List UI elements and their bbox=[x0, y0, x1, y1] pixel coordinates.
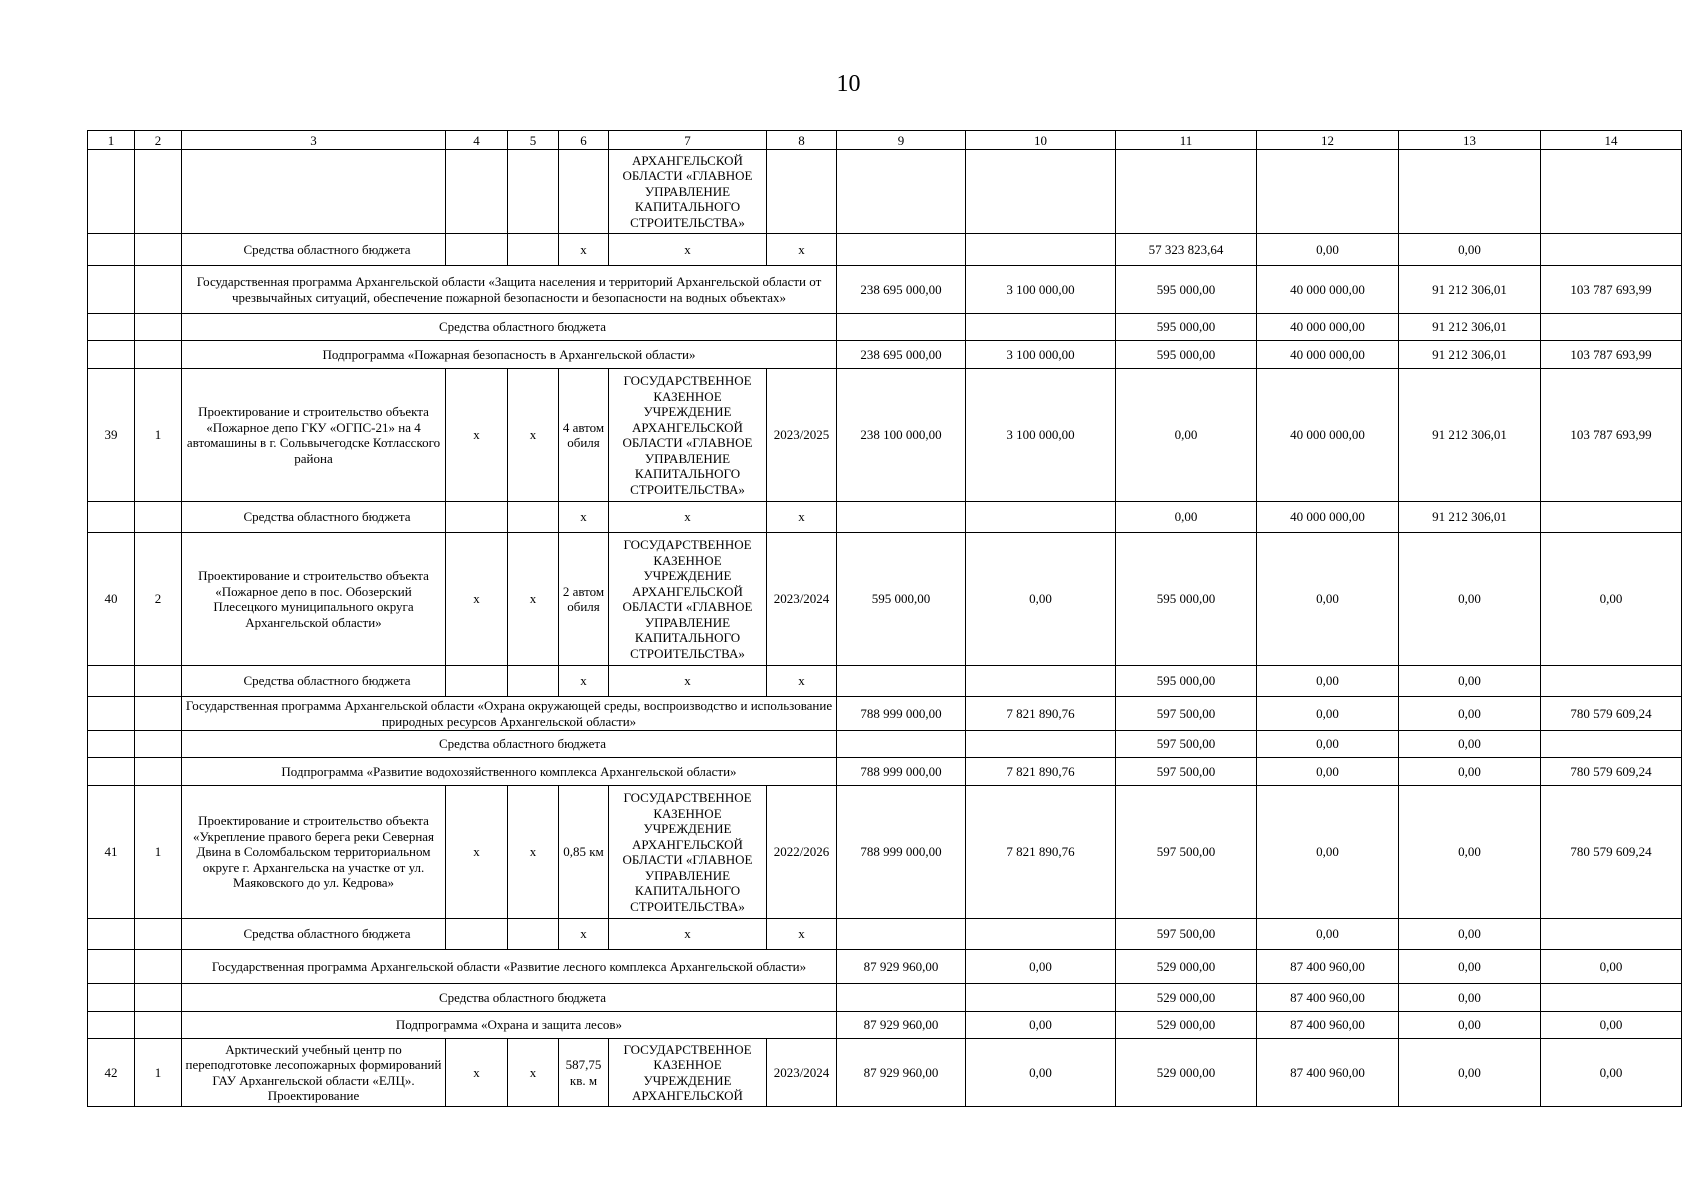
amount-cell: 0,00 bbox=[1541, 1039, 1682, 1107]
amount-cell: 0,00 bbox=[1399, 950, 1541, 984]
amount-cell: 0,00 bbox=[1541, 533, 1682, 666]
program-name: Государственная программа Архангельской области «Охрана окружающей среды, воспроизводство и использование природных ресурсов Архангельской области» bbox=[182, 697, 837, 731]
amount-cell: 0,00 bbox=[1399, 758, 1541, 786]
amount-cell: 40 000 000,00 bbox=[1257, 314, 1399, 341]
cell bbox=[1541, 150, 1682, 234]
amount-cell: 40 000 000,00 bbox=[1257, 369, 1399, 502]
amount-cell: 0,00 bbox=[966, 1039, 1116, 1107]
cell bbox=[88, 234, 135, 266]
row-number: 41 bbox=[88, 786, 135, 919]
subprogram-name: Подпрограмма «Развитие водохозяйственного комплекса Архангельской области» bbox=[182, 758, 837, 786]
item-number: 1 bbox=[135, 786, 182, 919]
funding-source-label: Средства областного бюджета bbox=[182, 919, 446, 950]
amount-cell: 0,00 bbox=[1257, 758, 1399, 786]
cell: х bbox=[559, 919, 609, 950]
cell bbox=[135, 266, 182, 314]
column-header: 8 bbox=[767, 131, 837, 150]
table-row bbox=[88, 786, 1682, 919]
cell bbox=[1399, 150, 1541, 234]
amount-cell: 103 787 693,99 bbox=[1541, 369, 1682, 502]
cell bbox=[135, 314, 182, 341]
table-row bbox=[88, 502, 1682, 533]
amount-cell: 57 323 823,64 bbox=[1116, 234, 1257, 266]
funding-source-label: Средства областного бюджета bbox=[182, 234, 446, 266]
table-row bbox=[88, 758, 1682, 786]
cell bbox=[88, 697, 135, 731]
cell bbox=[88, 666, 135, 697]
amount-cell: 103 787 693,99 bbox=[1541, 266, 1682, 314]
cell: х bbox=[446, 786, 508, 919]
amount-cell: 595 000,00 bbox=[1116, 266, 1257, 314]
item-number: 1 bbox=[135, 369, 182, 502]
capacity-cell: 587,75 кв. м bbox=[559, 1039, 609, 1107]
funding-source-label: Средства областного бюджета bbox=[182, 314, 837, 341]
cell: х bbox=[559, 666, 609, 697]
funding-source-label: Средства областного бюджета bbox=[182, 666, 446, 697]
amount-cell: 87 400 960,00 bbox=[1257, 1039, 1399, 1107]
amount-cell: 788 999 000,00 bbox=[837, 758, 966, 786]
capacity-cell: 4 автом обиля bbox=[559, 369, 609, 502]
amount-cell bbox=[1541, 731, 1682, 758]
cell bbox=[837, 150, 966, 234]
column-header: 3 bbox=[182, 131, 446, 150]
object-name: Проектирование и строительство объекта «Укрепление правого берега реки Северная Двина в Соломбальском территориальном округе г. Архангельска на участке от ул. Маяковского до ул. Кедрова» bbox=[182, 786, 446, 919]
amount-cell: 40 000 000,00 bbox=[1257, 341, 1399, 369]
cell: х bbox=[609, 919, 767, 950]
cell: х bbox=[446, 369, 508, 502]
amount-cell: 0,00 bbox=[1257, 786, 1399, 919]
organization-cell: ГОСУДАРСТВЕННОЕ КАЗЕННОЕ УЧРЕЖДЕНИЕ АРХАНГЕЛЬСКОЙ bbox=[609, 1039, 767, 1107]
amount-cell: 40 000 000,00 bbox=[1257, 266, 1399, 314]
cell bbox=[135, 502, 182, 533]
amount-cell: 0,00 bbox=[1257, 919, 1399, 950]
cell bbox=[135, 697, 182, 731]
cell bbox=[446, 502, 508, 533]
amount-cell: 87 400 960,00 bbox=[1257, 950, 1399, 984]
capacity-cell: 0,85 км bbox=[559, 786, 609, 919]
amount-cell bbox=[966, 984, 1116, 1012]
amount-cell: 595 000,00 bbox=[837, 533, 966, 666]
amount-cell: 0,00 bbox=[1399, 1039, 1541, 1107]
cell: х bbox=[609, 666, 767, 697]
table-row bbox=[88, 266, 1682, 314]
amount-cell: 7 821 890,76 bbox=[966, 786, 1116, 919]
cell: х bbox=[446, 533, 508, 666]
column-header: 4 bbox=[446, 131, 508, 150]
organization-cell: ГОСУДАРСТВЕННОЕ КАЗЕННОЕ УЧРЕЖДЕНИЕ АРХАНГЕЛЬСКОЙ ОБЛАСТИ «ГЛАВНОЕ УПРАВЛЕНИЕ КАПИТАЛЬНОГО СТРОИТЕЛЬСТВА» bbox=[609, 533, 767, 666]
cell: х bbox=[609, 502, 767, 533]
amount-cell bbox=[1541, 234, 1682, 266]
amount-cell: 0,00 bbox=[1399, 1012, 1541, 1039]
funding-source-label: Средства областного бюджета bbox=[182, 984, 837, 1012]
cell bbox=[88, 758, 135, 786]
amount-cell: 0,00 bbox=[1257, 666, 1399, 697]
cell: х bbox=[508, 1039, 559, 1107]
period-cell: 2022/2026 bbox=[767, 786, 837, 919]
cell bbox=[559, 150, 609, 234]
column-header: 2 bbox=[135, 131, 182, 150]
amount-cell bbox=[837, 502, 966, 533]
amount-cell bbox=[837, 314, 966, 341]
table-row bbox=[88, 150, 1682, 234]
table-row bbox=[88, 697, 1682, 731]
table-row bbox=[88, 314, 1682, 341]
cell bbox=[88, 919, 135, 950]
amount-cell bbox=[966, 919, 1116, 950]
cell bbox=[88, 731, 135, 758]
amount-cell: 595 000,00 bbox=[1116, 666, 1257, 697]
column-header: 13 bbox=[1399, 131, 1541, 150]
amount-cell: 91 212 306,01 bbox=[1399, 266, 1541, 314]
amount-cell: 87 400 960,00 bbox=[1257, 1012, 1399, 1039]
object-name: Проектирование и строительство объекта «Пожарное депо в пос. Обозерский Плесецкого муниципального округа Архангельской области» bbox=[182, 533, 446, 666]
cell: х bbox=[767, 502, 837, 533]
table-row bbox=[88, 919, 1682, 950]
item-number: 1 bbox=[135, 1039, 182, 1107]
amount-cell: 0,00 bbox=[966, 950, 1116, 984]
amount-cell: 0,00 bbox=[1399, 984, 1541, 1012]
cell: х bbox=[508, 786, 559, 919]
cell bbox=[88, 314, 135, 341]
cell bbox=[446, 234, 508, 266]
amount-cell bbox=[966, 314, 1116, 341]
cell bbox=[135, 234, 182, 266]
amount-cell: 3 100 000,00 bbox=[966, 266, 1116, 314]
cell: х bbox=[508, 533, 559, 666]
cell bbox=[88, 950, 135, 984]
period-cell: 2023/2025 bbox=[767, 369, 837, 502]
amount-cell: 3 100 000,00 bbox=[966, 369, 1116, 502]
cell bbox=[88, 341, 135, 369]
capacity-cell: 2 автом обиля bbox=[559, 533, 609, 666]
amount-cell: 0,00 bbox=[966, 1012, 1116, 1039]
amount-cell bbox=[966, 666, 1116, 697]
table-row bbox=[88, 731, 1682, 758]
subprogram-name: Подпрограмма «Пожарная безопасность в Архангельской области» bbox=[182, 341, 837, 369]
amount-cell: 788 999 000,00 bbox=[837, 786, 966, 919]
table-row bbox=[88, 950, 1682, 984]
amount-cell: 91 212 306,01 bbox=[1399, 502, 1541, 533]
amount-cell: 529 000,00 bbox=[1116, 1039, 1257, 1107]
amount-cell bbox=[837, 666, 966, 697]
amount-cell: 3 100 000,00 bbox=[966, 341, 1116, 369]
amount-cell: 238 695 000,00 bbox=[837, 266, 966, 314]
amount-cell: 595 000,00 bbox=[1116, 533, 1257, 666]
amount-cell: 780 579 609,24 bbox=[1541, 786, 1682, 919]
funding-source-label: Средства областного бюджета bbox=[182, 502, 446, 533]
amount-cell: 597 500,00 bbox=[1116, 758, 1257, 786]
amount-cell: 238 695 000,00 bbox=[837, 341, 966, 369]
cell bbox=[508, 919, 559, 950]
table-row bbox=[88, 234, 1682, 266]
column-header: 12 bbox=[1257, 131, 1399, 150]
period-cell: 2023/2024 bbox=[767, 1039, 837, 1107]
amount-cell: 0,00 bbox=[966, 533, 1116, 666]
cell bbox=[135, 666, 182, 697]
cell bbox=[135, 758, 182, 786]
cell bbox=[135, 341, 182, 369]
cell: х bbox=[767, 919, 837, 950]
amount-cell: 780 579 609,24 bbox=[1541, 758, 1682, 786]
amount-cell bbox=[966, 502, 1116, 533]
budget-table bbox=[87, 130, 1682, 1107]
cell bbox=[767, 150, 837, 234]
amount-cell: 87 929 960,00 bbox=[837, 1012, 966, 1039]
program-name: Государственная программа Архангельской области «Защита населения и территорий Архангельской области от чрезвычайных ситуаций, обеспечение пожарной безопасности и безопасности на водных объектах» bbox=[182, 266, 837, 314]
cell bbox=[1116, 150, 1257, 234]
amount-cell: 0,00 bbox=[1541, 950, 1682, 984]
amount-cell bbox=[966, 234, 1116, 266]
amount-cell: 91 212 306,01 bbox=[1399, 341, 1541, 369]
table-row bbox=[88, 533, 1682, 666]
organization-cell: ГОСУДАРСТВЕННОЕ КАЗЕННОЕ УЧРЕЖДЕНИЕ АРХАНГЕЛЬСКОЙ ОБЛАСТИ «ГЛАВНОЕ УПРАВЛЕНИЕ КАПИТАЛЬНОГО СТРОИТЕЛЬСТВА» bbox=[609, 369, 767, 502]
cell bbox=[446, 666, 508, 697]
column-header: 11 bbox=[1116, 131, 1257, 150]
amount-cell: 0,00 bbox=[1399, 666, 1541, 697]
cell bbox=[508, 666, 559, 697]
amount-cell: 7 821 890,76 bbox=[966, 758, 1116, 786]
amount-cell: 595 000,00 bbox=[1116, 341, 1257, 369]
amount-cell bbox=[837, 234, 966, 266]
table-row bbox=[88, 1012, 1682, 1039]
amount-cell: 87 400 960,00 bbox=[1257, 984, 1399, 1012]
amount-cell: 238 100 000,00 bbox=[837, 369, 966, 502]
cell: х bbox=[559, 502, 609, 533]
column-header: 10 bbox=[966, 131, 1116, 150]
period-cell: 2023/2024 bbox=[767, 533, 837, 666]
column-header: 1 bbox=[88, 131, 135, 150]
amount-cell: 0,00 bbox=[1399, 234, 1541, 266]
amount-cell: 7 821 890,76 bbox=[966, 697, 1116, 731]
amount-cell: 87 929 960,00 bbox=[837, 1039, 966, 1107]
organization-cell: АРХАНГЕЛЬСКОЙ ОБЛАСТИ «ГЛАВНОЕ УПРАВЛЕНИЕ КАПИТАЛЬНОГО СТРОИТЕЛЬСТВА» bbox=[609, 150, 767, 234]
cell bbox=[88, 502, 135, 533]
amount-cell bbox=[1541, 919, 1682, 950]
amount-cell: 0,00 bbox=[1399, 533, 1541, 666]
column-header-row bbox=[88, 131, 1682, 150]
cell bbox=[1257, 150, 1399, 234]
cell bbox=[135, 731, 182, 758]
amount-cell bbox=[837, 731, 966, 758]
amount-cell: 595 000,00 bbox=[1116, 314, 1257, 341]
amount-cell: 597 500,00 bbox=[1116, 919, 1257, 950]
cell bbox=[88, 150, 135, 234]
column-header: 14 bbox=[1541, 131, 1682, 150]
amount-cell: 597 500,00 bbox=[1116, 697, 1257, 731]
cell bbox=[88, 1012, 135, 1039]
cell bbox=[508, 234, 559, 266]
amount-cell: 0,00 bbox=[1257, 533, 1399, 666]
amount-cell: 529 000,00 bbox=[1116, 950, 1257, 984]
cell: х bbox=[609, 234, 767, 266]
program-name: Государственная программа Архангельской области «Развитие лесного комплекса Архангельской области» bbox=[182, 950, 837, 984]
column-header: 5 bbox=[508, 131, 559, 150]
page-number: 10 bbox=[836, 71, 861, 97]
amount-cell bbox=[966, 731, 1116, 758]
amount-cell: 0,00 bbox=[1257, 731, 1399, 758]
object-name: Арктический учебный центр по переподготовке лесопожарных формирований ГАУ Архангельской области «ЕЛЦ». Проектирование bbox=[182, 1039, 446, 1107]
amount-cell: 0,00 bbox=[1541, 1012, 1682, 1039]
cell: х bbox=[767, 234, 837, 266]
amount-cell: 0,00 bbox=[1399, 697, 1541, 731]
amount-cell: 788 999 000,00 bbox=[837, 697, 966, 731]
table-row bbox=[88, 666, 1682, 697]
amount-cell: 0,00 bbox=[1116, 502, 1257, 533]
table-row bbox=[88, 369, 1682, 502]
table-row bbox=[88, 984, 1682, 1012]
amount-cell: 0,00 bbox=[1399, 919, 1541, 950]
amount-cell bbox=[1541, 314, 1682, 341]
cell bbox=[135, 919, 182, 950]
cell bbox=[508, 150, 559, 234]
cell bbox=[135, 984, 182, 1012]
amount-cell: 529 000,00 bbox=[1116, 1012, 1257, 1039]
cell: х bbox=[446, 1039, 508, 1107]
amount-cell: 87 929 960,00 bbox=[837, 950, 966, 984]
amount-cell: 0,00 bbox=[1116, 369, 1257, 502]
cell: х bbox=[559, 234, 609, 266]
row-number: 40 bbox=[88, 533, 135, 666]
cell bbox=[508, 502, 559, 533]
amount-cell: 91 212 306,01 bbox=[1399, 314, 1541, 341]
cell bbox=[88, 984, 135, 1012]
column-header: 7 bbox=[609, 131, 767, 150]
cell bbox=[966, 150, 1116, 234]
object-name: Проектирование и строительство объекта «Пожарное депо ГКУ «ОГПС-21» на 4 автомашины в г. Сольвычегодске Котласского района bbox=[182, 369, 446, 502]
amount-cell bbox=[1541, 502, 1682, 533]
funding-source-label: Средства областного бюджета bbox=[182, 731, 837, 758]
amount-cell: 91 212 306,01 bbox=[1399, 369, 1541, 502]
amount-cell bbox=[1541, 666, 1682, 697]
cell bbox=[446, 919, 508, 950]
subprogram-name: Подпрограмма «Охрана и защита лесов» bbox=[182, 1012, 837, 1039]
column-header: 6 bbox=[559, 131, 609, 150]
amount-cell: 529 000,00 bbox=[1116, 984, 1257, 1012]
amount-cell: 597 500,00 bbox=[1116, 731, 1257, 758]
cell bbox=[135, 150, 182, 234]
column-header: 9 bbox=[837, 131, 966, 150]
table-row bbox=[88, 341, 1682, 369]
row-number: 42 bbox=[88, 1039, 135, 1107]
amount-cell: 780 579 609,24 bbox=[1541, 697, 1682, 731]
organization-cell: ГОСУДАРСТВЕННОЕ КАЗЕННОЕ УЧРЕЖДЕНИЕ АРХАНГЕЛЬСКОЙ ОБЛАСТИ «ГЛАВНОЕ УПРАВЛЕНИЕ КАПИТАЛЬНОГО СТРОИТЕЛЬСТВА» bbox=[609, 786, 767, 919]
cell bbox=[135, 1012, 182, 1039]
cell: х bbox=[508, 369, 559, 502]
amount-cell: 0,00 bbox=[1257, 697, 1399, 731]
item-number: 2 bbox=[135, 533, 182, 666]
amount-cell: 0,00 bbox=[1257, 234, 1399, 266]
cell bbox=[88, 266, 135, 314]
table-row bbox=[88, 1039, 1682, 1107]
cell: х bbox=[767, 666, 837, 697]
cell bbox=[446, 150, 508, 234]
amount-cell bbox=[837, 984, 966, 1012]
amount-cell: 0,00 bbox=[1399, 786, 1541, 919]
amount-cell: 103 787 693,99 bbox=[1541, 341, 1682, 369]
amount-cell: 597 500,00 bbox=[1116, 786, 1257, 919]
amount-cell bbox=[1541, 984, 1682, 1012]
cell bbox=[182, 150, 446, 234]
row-number: 39 bbox=[88, 369, 135, 502]
cell bbox=[135, 950, 182, 984]
amount-cell: 40 000 000,00 bbox=[1257, 502, 1399, 533]
amount-cell bbox=[837, 919, 966, 950]
amount-cell: 0,00 bbox=[1399, 731, 1541, 758]
